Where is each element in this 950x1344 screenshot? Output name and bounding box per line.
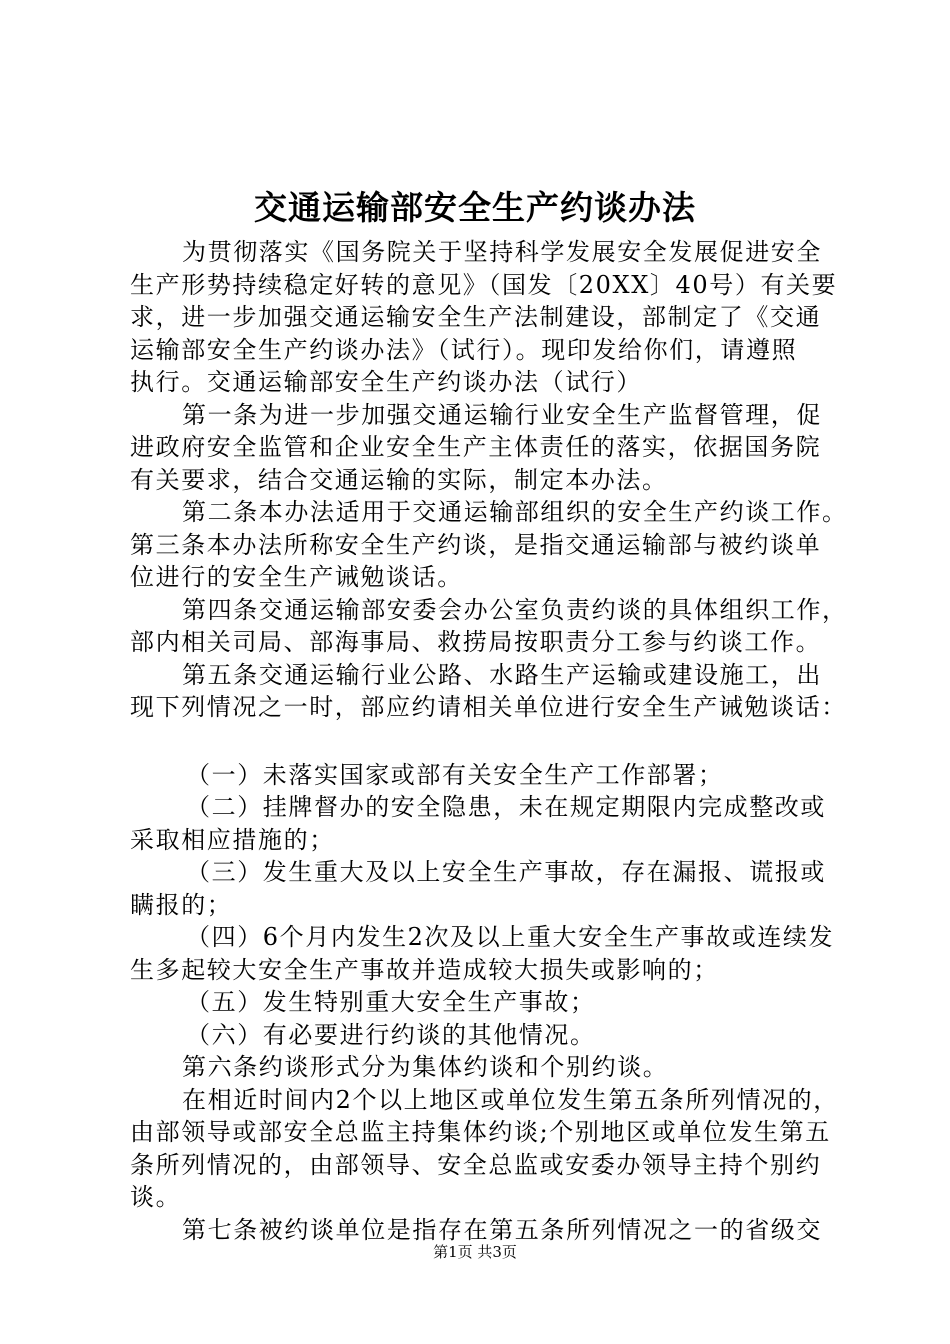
body-line: 谈。 xyxy=(130,1183,182,1211)
body-line: 生多起较大安全生产事故并造成较大损失或影响的； xyxy=(130,955,719,984)
body-line: 进政府安全监管和企业安全生产主体责任的落实，依据国务院 xyxy=(130,433,822,461)
body-line: 第六条约谈形式分为集体约谈和个别约谈。 xyxy=(182,1053,669,1081)
list-item: （一）未落实国家或部有关安全生产工作部署； xyxy=(186,760,724,789)
blank-line xyxy=(130,724,830,759)
document-title: 交通运输部安全生产约谈办法 xyxy=(254,188,696,227)
body-line: 部内相关司局、部海事局、救捞局按职责分工参与约谈工作。 xyxy=(130,628,822,656)
list-item: （二）挂牌督办的安全隐患，未在规定期限内完成整改或 xyxy=(186,793,826,821)
body-line: 求，进一步加强交通运输安全生产法制建设，部制定了《交通 xyxy=(130,303,822,331)
body-line: 第五条交通运输行业公路、水路生产运输或建设施工，出 xyxy=(182,660,822,689)
body-line: 条所列情况的，由部领导、安全总监或安委办领导主持个别约 xyxy=(130,1150,822,1179)
body-line: 生产形势持续稳定好转的意见》（国发〔20XX〕40号）有关要 xyxy=(130,270,838,299)
body-line: 有关要求，结合交通运输的实际，制定本办法。 xyxy=(130,465,668,494)
page-footer: 第1页 共3页 xyxy=(433,1243,517,1261)
body-line: 现下列情况之一时，部应约请相关单位进行安全生产诫勉谈话： xyxy=(130,693,847,721)
body-line: 第三条本办法所称安全生产约谈，是指交通运输部与被约谈单 xyxy=(130,530,822,559)
body-line: 在相近时间内2个以上地区或单位发生第五条所列情况的， xyxy=(182,1085,839,1114)
list-item: （五）发生特别重大安全生产事故； xyxy=(186,988,596,1016)
body-line: 第七条被约谈单位是指存在第五条所列情况之一的省级交 xyxy=(182,1215,822,1244)
body-line: 瞒报的； xyxy=(130,890,233,919)
list-item: （四）6个月内发生2次及以上重大安全生产事故或连续发 xyxy=(186,923,835,951)
body-line: 由部领导或部安全总监主持集体约谈;个别地区或单位发生第五 xyxy=(130,1118,831,1146)
document-body xyxy=(130,236,848,1246)
body-line: 第一条为进一步加强交通运输行业安全生产监督管理，促 xyxy=(182,400,822,429)
body-line: 运输部安全生产约谈办法》（试行）。现印发给你们，请遵照 xyxy=(130,335,798,364)
body-line: 第二条本办法适用于交通运输部组织的安全生产约谈工作。 xyxy=(182,498,848,526)
body-line: 位进行的安全生产诫勉谈话。 xyxy=(130,563,463,591)
list-item: （六）有必要进行约谈的其他情况。 xyxy=(186,1020,596,1049)
body-line: 为贯彻落实《国务院关于坚持科学发展安全发展促进安全 xyxy=(182,238,822,266)
body-line: 第四条交通运输部安委会办公室负责约谈的具体组织工作， xyxy=(182,595,848,624)
body-line: 执行。交通运输部安全生产约谈办法（试行） xyxy=(130,368,642,396)
body-line: 采取相应措施的； xyxy=(130,825,335,854)
list-item: （三）发生重大及以上安全生产事故，存在漏报、谎报或 xyxy=(186,858,826,886)
